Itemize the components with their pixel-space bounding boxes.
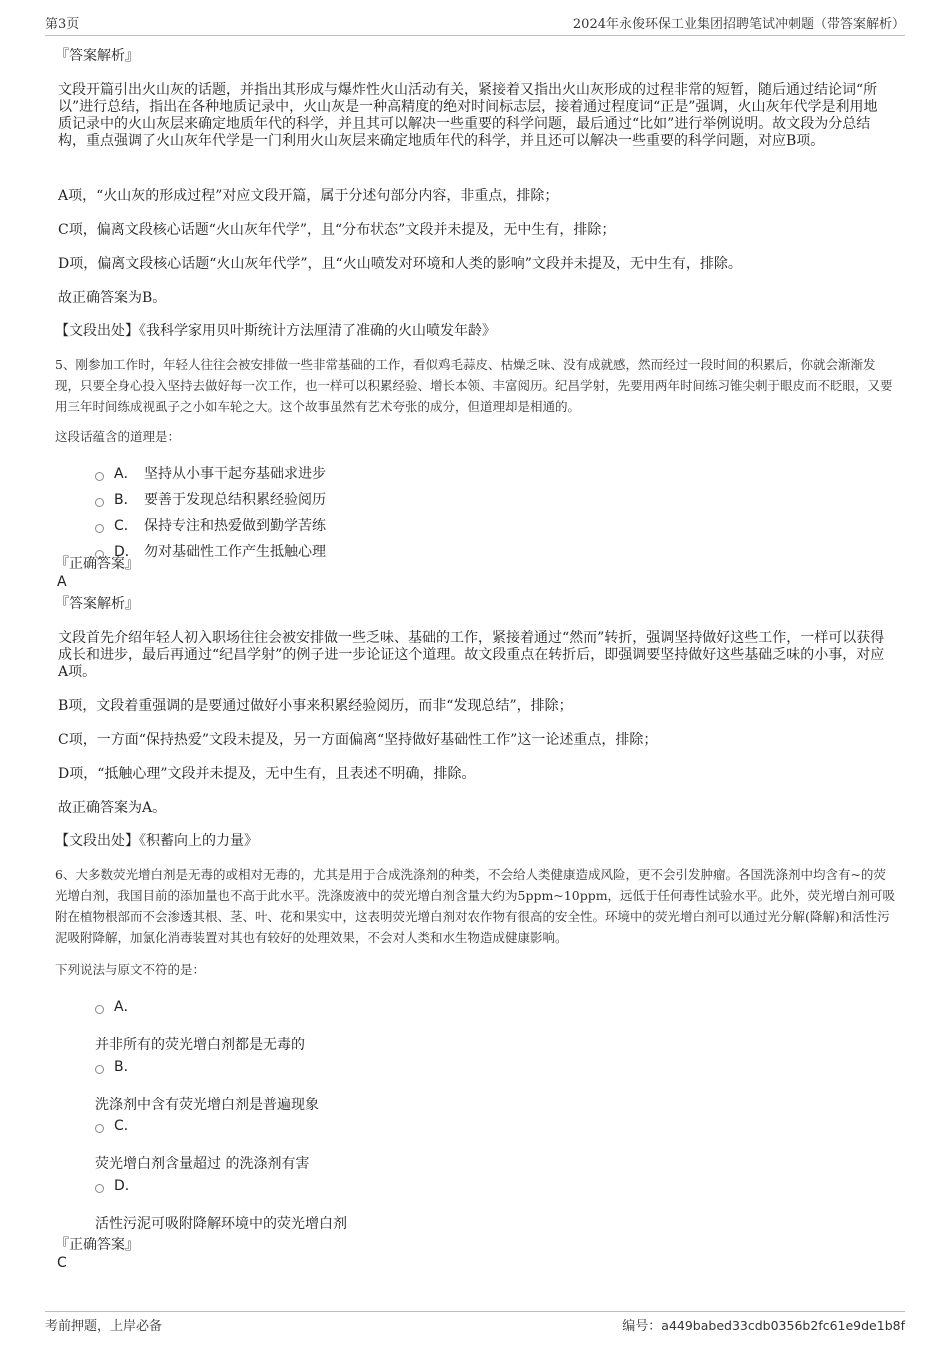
correct-answer-heading: 『正确答案』: [55, 1237, 139, 1253]
page-footer: [45, 1311, 905, 1334]
analysis-option-c: C项，偏离文段核心话题“火山灰年代学”，且“分布状态”文段并未提及，无中生有，排除；: [58, 222, 616, 238]
document-title: 2024年永俊环保工业集团招聘笔试冲刺题（带答案解析）: [572, 17, 905, 32]
option-b[interactable]: [95, 489, 326, 509]
option-letter: B．: [114, 1059, 138, 1075]
option-letter: B．: [114, 492, 138, 508]
option-letter: C．: [114, 518, 138, 534]
footer-slogan: 考前押题，上岸必备: [45, 1319, 163, 1334]
option-b[interactable]: [95, 1056, 144, 1076]
analysis-conclusion: 故正确答案为A。: [58, 800, 167, 816]
option-letter: D．: [114, 544, 139, 560]
analysis-heading: 『答案解析』: [55, 596, 139, 612]
option-a-text: 并非所有的荧光增白剂都是无毒的: [95, 1037, 305, 1053]
correct-answer-heading: 『正确答案』: [55, 556, 139, 572]
correct-answer: C: [57, 1255, 67, 1271]
option-b-text: 洗涤剂中含有荧光增白剂是普遍现象: [95, 1097, 319, 1113]
option-c[interactable]: [95, 515, 326, 535]
option-text: 要善于发现总结积累经验阅历: [144, 492, 326, 508]
option-a[interactable]: [95, 463, 326, 483]
radio-icon[interactable]: [95, 524, 104, 533]
analysis-body: 文段首先介绍年轻人初入职场往往会被安排做一些乏味、基础的工作，紧接着通过“然而”转折，强调坚持做好这些工作，一样可以获得成长和进步，最后再通过“纪昌学射”的例子进一步论证这个道理。故文段重点在转折后，即强调要坚持做好这些基础乏味的小事，对应A项。: [58, 630, 885, 680]
analysis-heading: 『答案解析』: [55, 48, 139, 64]
passage-source: 【文段出处】《我科学家用贝叶斯统计方法厘清了准确的火山喷发年龄》: [55, 323, 496, 339]
code-value: a449babed33cdb0356b2fc61e9de1b8f: [661, 1318, 905, 1333]
option-letter: C．: [114, 1118, 138, 1134]
option-a[interactable]: [95, 996, 144, 1016]
analysis-option-a: A项，“火山灰的形成过程”对应文段开篇，属于分述句部分内容，非重点，排除；: [58, 188, 559, 204]
question-6-stem: 6、大多数荧光增白剂是无毒的或相对无毒的，尤其是用于合成洗涤剂的种类，不会给人类健康造成风险，更不会引发肿瘤。各国洗涤剂中均含有~的荧光增白剂，我国目前的添加量也不高于此水平。洗涤废液中的荧光增白剂含量大约为5ppm~10ppm，远低于任何毒性试验水平。此外，荧光增白剂可吸附在植物根部而不会渗透其根、茎、叶、花和果实中，这表明荧光增白剂对农作物有很高的安全性。环境中的荧光增白剂可以通过光分解(降解)和活性污泥吸附降解，加氯化消毒装置对其也有较好的处理效果，不会对人类和水生物造成健康影响。: [55, 867, 896, 945]
option-text: 坚持从小事干起夯基础求进步: [144, 466, 326, 482]
analysis-option-b: B项，文段着重强调的是要通过做好小事来积累经验阅历，而非“发现总结”，排除；: [58, 698, 573, 714]
option-c[interactable]: [95, 1115, 144, 1135]
analysis-option-d: D项，“抵触心理”文段并未提及，无中生有，且表述不明确，排除。: [58, 766, 476, 782]
radio-icon[interactable]: [95, 472, 104, 481]
question-6-prompt: 下列说法与原文不符的是：: [55, 962, 206, 977]
option-letter: D．: [114, 1178, 139, 1194]
passage-source: 【文段出处】《积蓄向上的力量》: [55, 833, 258, 849]
analysis-option-c: C项，一方面“保持热爱”文段未提及，另一方面偏离“坚持做好基础性工作”这一论述重点，排除；: [58, 732, 658, 748]
option-letter: A．: [114, 466, 138, 482]
option-d-text: 活性污泥可吸附降解环境中的荧光增白剂: [95, 1216, 347, 1232]
code-label: 编号：: [622, 1319, 662, 1334]
question-5-prompt: 这段话蕴含的道理是：: [55, 429, 181, 444]
option-text: 保持专注和热爱做到勤学苦练: [144, 518, 326, 534]
radio-icon[interactable]: [95, 498, 104, 507]
radio-icon[interactable]: [95, 1124, 104, 1133]
option-d[interactable]: [95, 1175, 144, 1195]
analysis-body: 文段开篇引出火山灰的话题，并指出其形成与爆炸性火山活动有关，紧接着又指出火山灰形成的过程非常的短暂，随后通过结论词“所以”进行总结，指出在各种地质记录中，火山灰是一种高精度的绝对时间标志层，接着通过程度词“正是”强调，火山灰年代学是利用地质记录中的火山灰层来确定地质年代的科学，并且其可以解决一些重要的科学问题，最后通过“比如”进行举例说明。故文段为分总结构，重点强调了火山灰年代学是一门利用火山灰层来确定地质年代的科学，并且还可以解决一些重要的科学问题，对应B项。: [58, 82, 878, 149]
page-header: [45, 10, 905, 36]
correct-answer: A: [57, 574, 67, 590]
page-number: 第3页: [45, 17, 80, 32]
option-c-text: 荧光增白剂含量超过 的洗涤剂有害: [95, 1156, 310, 1172]
radio-icon[interactable]: [95, 1184, 104, 1193]
analysis-option-d: D项，偏离文段核心话题“火山灰年代学”，且“火山喷发对环境和人类的影响”文段并未提及，无中生有，排除。: [58, 256, 742, 272]
document-code: [622, 1315, 905, 1334]
radio-icon[interactable]: [95, 1065, 104, 1074]
option-text: 勿对基础性工作产生抵触心理: [144, 544, 326, 560]
question-5-stem: 5、刚参加工作时，年轻人往往会被安排做一些非常基础的工作，看似鸡毛蒜皮、枯燥乏味、没有成就感，然而经过一段时间的积累后，你就会渐渐发现，只要全身心投入坚持去做好每一次工作，也一样可以积累经验、增长本领、丰富阅历。纪昌学射，先要用两年时间练习锥尖刺于眼皮而不眨眼，又要用三年时间练成视虱子之小如车轮之大。这个故事虽然有艺术夸张的成分，但道理却是相通的。: [55, 357, 893, 414]
analysis-conclusion: 故正确答案为B。: [58, 290, 167, 306]
radio-icon[interactable]: [95, 1005, 104, 1014]
option-letter: A．: [114, 999, 138, 1015]
